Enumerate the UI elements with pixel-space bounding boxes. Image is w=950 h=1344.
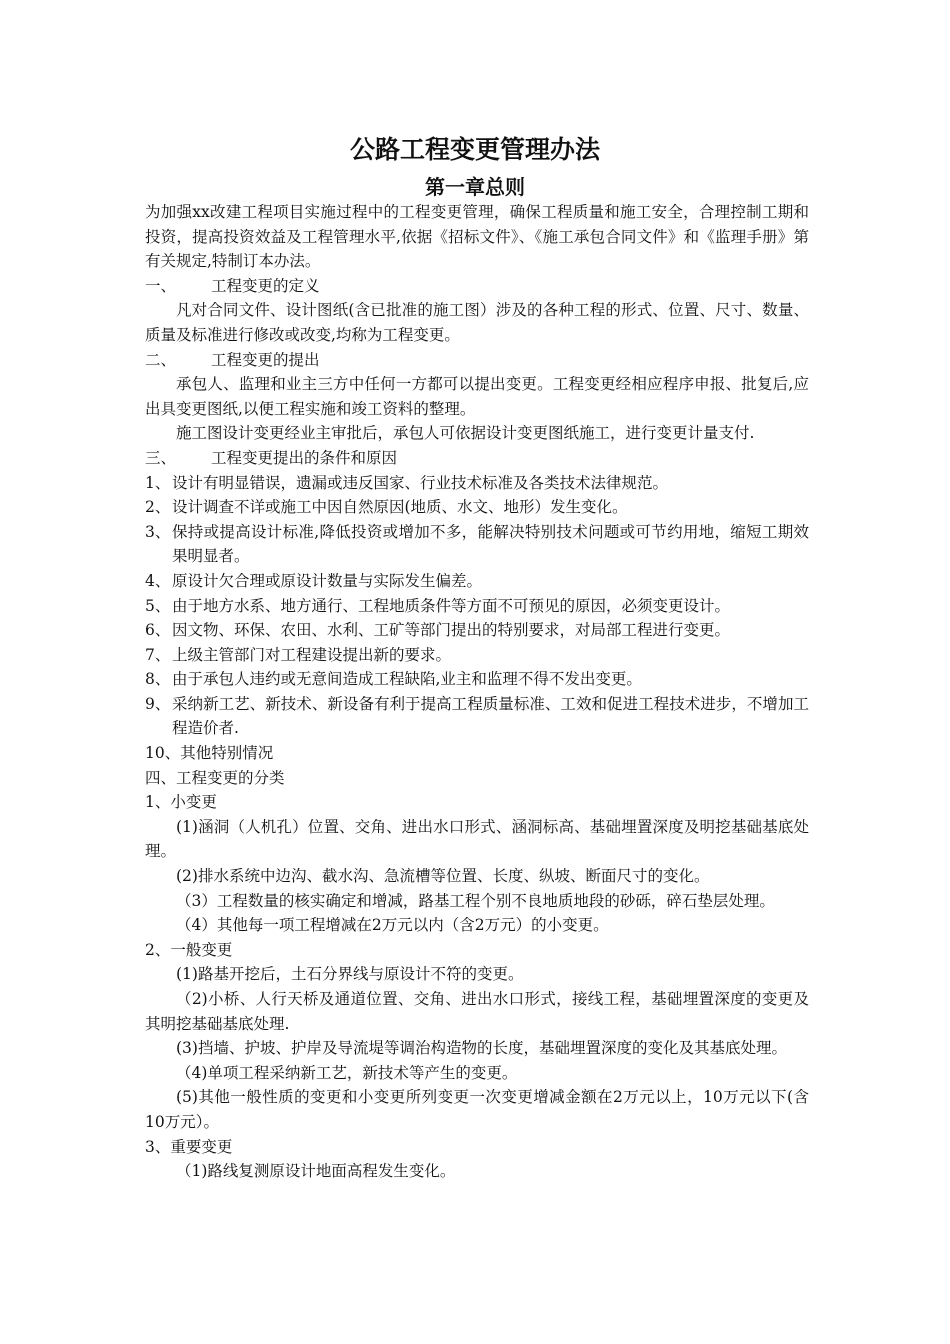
subsection-heading: 2、一般变更 [145,940,233,959]
list-text: 保持或提高设计标准,降低投资或增加不多，能解决特别技术问题或可节约用地，缩短工期效果明显者。 [172,522,809,566]
list-text: 采纳新工艺、新技术、新设备有利于提高工程质量标准、工效和促进工程技术进步，不增加工程造价者. [172,694,809,738]
list-number: 1、 [145,473,171,492]
list-text: 原设计欠合理或原设计数量与实际发生偏差。 [172,571,483,590]
chapter-heading: 第一章总则 [425,175,525,199]
list-item [145,594,809,619]
list-text: 设计调查不详或施工中因自然原因(地质、水文、地形）发生变化。 [172,498,628,517]
paragraph: 承包人、监理和业主三方中任何一方都可以提出变更。工程变更经相应程序申报、批复后,应出具变更图纸,以便工程实施和竣工资料的整理。 [145,375,809,418]
list-number: 5、 [145,596,171,615]
list-item [145,495,809,520]
list-number: 8、 [145,670,171,689]
subsection-heading: 1、小变更 [145,793,217,812]
category-item: (5)其他一般性质的变更和小变更所列变更一次变更增减金额在2万元以上，10万元以下(含10万元）。 [145,1088,809,1131]
section-title: 工程变更的定义 [211,276,320,295]
intro-paragraph: 为加强xx改建工程项目实施过程中的工程变更管理，确保工程质量和施工安全，合理控制工期和投资，提高投资效益及工程管理水平,依据《招标文件》、《施工承包合同文件》和《监理手册》第有关规定,特制订本办法。 [145,203,809,271]
category-item: （4）其他每一项工程增减在2万元以内（含2万元）的小变更。 [176,916,609,935]
list-number: 7、 [145,645,171,664]
category-item: （3）工程数量的核实确定和增减，路基工程个别不良地质地段的砂砾，碎石垫层处理。 [176,891,775,910]
category-item: (1)涵洞（人机孔）位置、交角、进出水口形式、涵洞标高、基础埋置深度及明挖基础基底处理。 [145,817,809,861]
list-text: 因文物、环保、农田、水利、工矿等部门提出的特别要求，对局部工程进行变更。 [172,621,731,640]
section-number: 二、 [145,350,177,369]
list-text: 上级主管部门对工程建设提出新的要求。 [172,645,452,664]
section-heading-2 [145,348,809,373]
list-item [145,667,809,692]
list-text: 由于地方水系、地方通行、工程地质条件等方面不可预见的原因，必须变更设计。 [172,596,731,615]
list-number: 2、 [145,498,171,517]
list-item [145,471,809,496]
category-item: （4)单项工程采纳新工艺，新技术等产生的变更。 [176,1063,518,1082]
subsection-heading: 3、重要变更 [145,1137,233,1156]
list-number: 3、 [145,522,171,541]
category-item: （1)路线复测原设计地面高程发生变化。 [176,1162,456,1181]
list-item-last: 10、其他特别情况 [145,744,274,763]
document-body [145,200,809,1184]
category-item: （2)小桥、人行天桥及通道位置、交角、进出水口形式，接线工程，基础埋置深度的变更及其明挖基础基底处理. [145,990,809,1033]
list-item [145,692,809,741]
paragraph: 凡对合同文件、设计图纸(含已批准的施工图）涉及的各种工程的形式、位置、尺寸、数量、质量及标准进行修改或改变,均称为工程变更。 [145,301,809,344]
list-item [145,520,809,569]
list-item [145,569,809,594]
list-number: 9、 [145,694,171,713]
section-title: 工程变更提出的条件和原因 [211,448,398,467]
document-title: 公路工程变更管理办法 [349,135,600,164]
section-number: 三、 [145,448,177,467]
list-text: 由于承包人违约或无意间造成工程缺陷,业主和监理不得不发出变更。 [172,670,642,689]
list-text: 设计有明显错误，遗漏或违反国家、行业技术标准及各类技术法律规范。 [172,473,669,492]
section-heading-3 [145,446,809,471]
list-item [145,643,809,668]
list-number: 6、 [145,621,171,640]
paragraph: 施工图设计变更经业主审批后，承包人可依据设计变更图纸施工，进行变更计量支付. [176,424,755,443]
category-item: (2)排水系统中边沟、截水沟、急流槽等位置、长度、纵坡、断面尺寸的变化。 [176,867,710,886]
section-number: 一、 [145,276,177,295]
section-heading-1 [145,274,809,299]
section-title: 工程变更的提出 [211,350,320,369]
category-item: (1)路基开挖后，土石分界线与原设计不符的变更。 [176,965,524,984]
list-number: 4、 [145,571,171,590]
section-heading-4: 四、工程变更的分类 [145,768,285,787]
list-item [145,618,809,643]
category-item: (3)挡墙、护坡、护岸及导流堤等调治构造物的长度，基础埋置深度的变化及其基底处理。 [176,1039,787,1058]
